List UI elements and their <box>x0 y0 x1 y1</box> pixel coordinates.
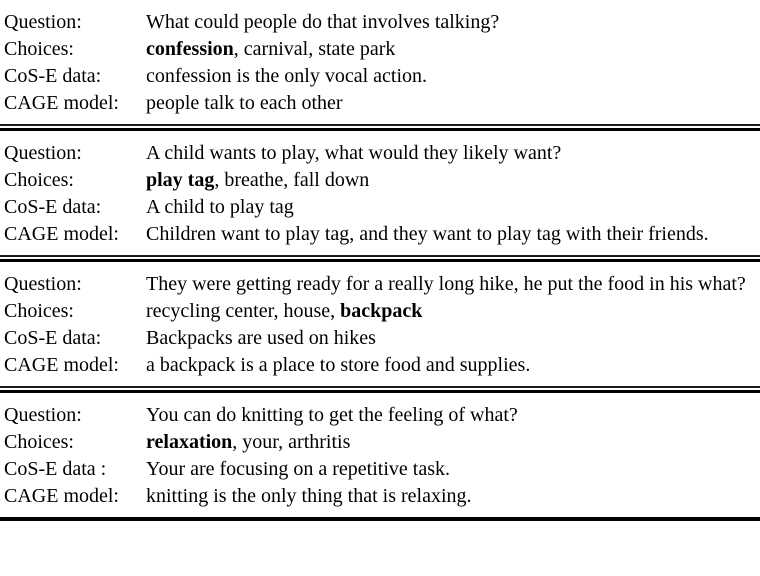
choices-pre: recycling center, house, <box>146 300 341 322</box>
bottom-rule <box>0 517 760 521</box>
cage-text: Children want to play tag, and they want to play tag with their friends. <box>146 223 709 245</box>
choices-label: Choices: <box>4 169 74 191</box>
choices-post: , carnival, state park <box>233 38 396 60</box>
cage-label: CAGE model: <box>4 92 119 114</box>
horizontal-rule <box>0 386 760 393</box>
choices-label: Choices: <box>4 300 74 322</box>
choices-row <box>0 429 760 456</box>
choices-post: , your, arthritis <box>232 431 351 453</box>
choices-post: , breathe, fall down <box>214 169 370 191</box>
cose-row <box>0 63 760 90</box>
question-label: Question: <box>4 142 82 164</box>
cose-label: CoS-E data: <box>4 196 102 218</box>
question-text: You can do knitting to get the feeling of what? <box>146 404 518 426</box>
choices-row <box>0 36 760 63</box>
question-text: They were getting ready for a really long hike, he put the food in his what? <box>146 273 746 295</box>
cose-label: CoS-E data: <box>4 65 102 87</box>
cage-row <box>0 221 760 248</box>
example-block-1 <box>0 0 760 124</box>
choice-answer-bold: backpack <box>340 300 423 322</box>
question-text: A child wants to play, what would they likely want? <box>146 142 562 164</box>
cose-label: CoS-E data: <box>4 327 102 349</box>
choices-label: Choices: <box>4 431 74 453</box>
horizontal-rule <box>0 124 760 131</box>
cose-row <box>0 456 760 483</box>
choice-answer-bold: relaxation <box>146 431 233 453</box>
question-text: What could people do that involves talking? <box>146 11 500 33</box>
question-row <box>0 402 760 429</box>
question-row <box>0 9 760 36</box>
cage-row <box>0 483 760 510</box>
choices-text <box>146 36 760 63</box>
question-row <box>0 140 760 167</box>
choices-text <box>146 167 760 194</box>
choices-row <box>0 167 760 194</box>
cose-label: CoS-E data : <box>4 458 107 480</box>
question-label: Question: <box>4 273 82 295</box>
example-block-4 <box>0 393 760 517</box>
cage-label: CAGE model: <box>4 223 119 245</box>
cage-row <box>0 90 760 117</box>
cage-text: knitting is the only thing that is relaxing. <box>146 485 472 507</box>
cage-row <box>0 352 760 379</box>
cose-row <box>0 325 760 352</box>
cose-text: confession is the only vocal action. <box>146 65 428 87</box>
question-label: Question: <box>4 11 82 33</box>
question-row <box>0 271 760 298</box>
cage-label: CAGE model: <box>4 485 119 507</box>
example-block-2 <box>0 131 760 255</box>
cose-text: Your are focusing on a repetitive task. <box>146 458 451 480</box>
cose-text: A child to play tag <box>146 196 294 218</box>
horizontal-rule <box>0 255 760 262</box>
cage-text: a backpack is a place to store food and supplies. <box>146 354 531 376</box>
cage-label: CAGE model: <box>4 354 119 376</box>
choice-answer-bold: confession <box>146 38 234 60</box>
cose-text: Backpacks are used on hikes <box>146 327 376 349</box>
choices-label: Choices: <box>4 38 74 60</box>
choice-answer-bold: play tag <box>146 169 215 191</box>
choices-row <box>0 298 760 325</box>
choices-text <box>146 298 760 325</box>
cose-row <box>0 194 760 221</box>
example-block-3 <box>0 262 760 386</box>
cage-text: people talk to each other <box>146 92 343 114</box>
question-label: Question: <box>4 404 82 426</box>
choices-text <box>146 429 760 456</box>
